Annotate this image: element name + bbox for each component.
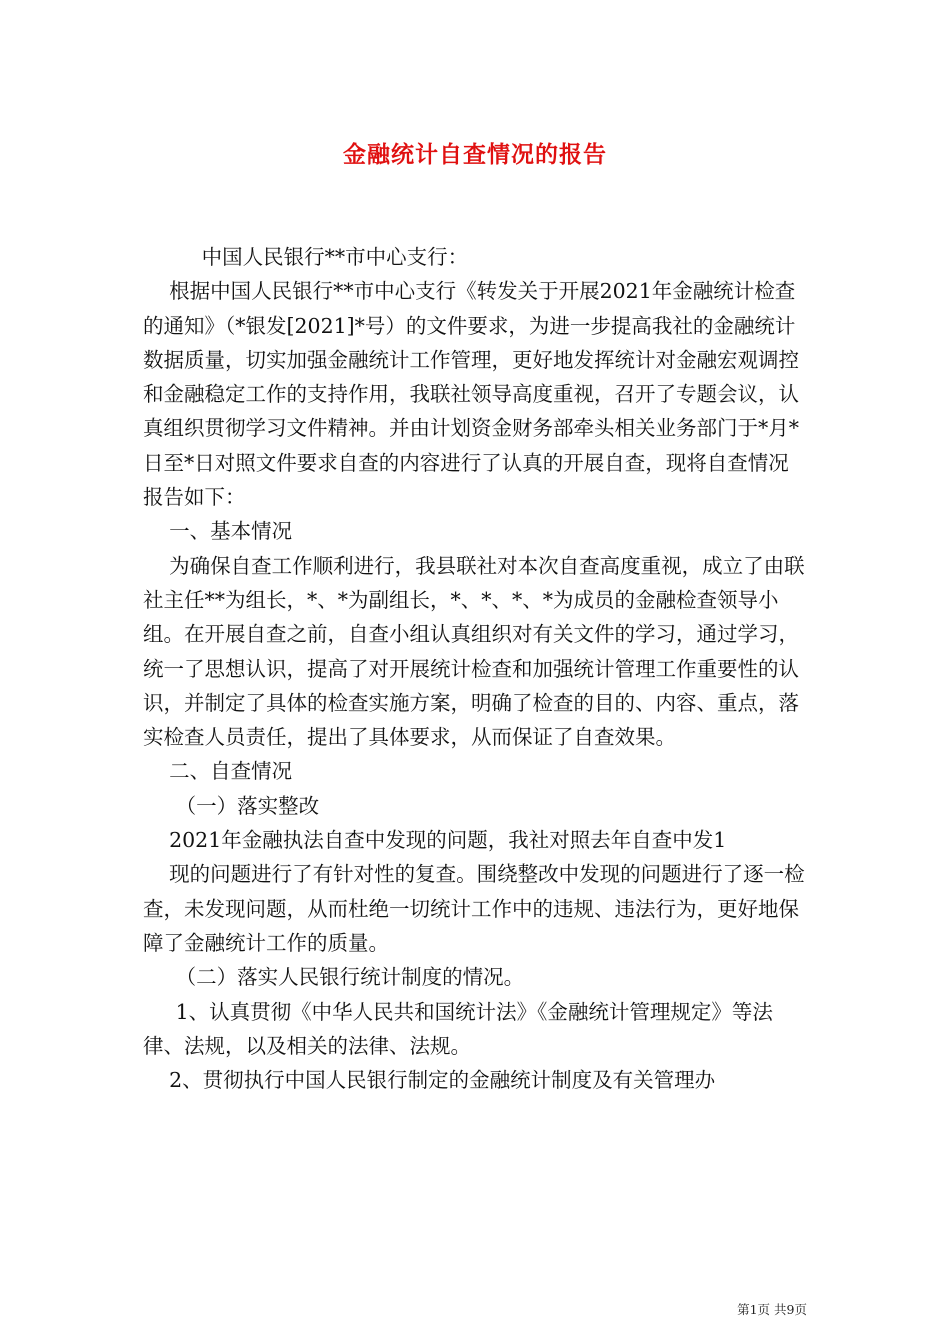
- subheading-rectification: （一）落实整改: [143, 793, 320, 818]
- document-title: 金融统计自查情况的报告: [343, 141, 607, 168]
- heading-basic-situation: 一、基本情况: [143, 519, 293, 544]
- document-body: [143, 240, 808, 1097]
- paragraph-salutation: 中国人民银行**市中心支行：: [143, 245, 469, 269]
- heading-self-check: 二、自查情况: [143, 759, 293, 784]
- paragraph-rectification-2: 现的问题进行了有针对性的复查。围绕整改中发现的问题进行了逐一检查，未发现问题，从而杜绝一切统计工作中的违规、违法行为，更好地保障了金融统计工作的质量。: [143, 862, 805, 955]
- paragraph-item-2: 2、贯彻执行中国人民银行制定的金融统计制度及有关管理办: [143, 1068, 716, 1093]
- subheading-pboc-system: （二）落实人民银行统计制度的情况。: [143, 965, 525, 990]
- page-number: 第1页 共9页: [737, 1302, 807, 1317]
- paragraph-rectification-1: 2021年金融执法自查中发现的问题，我社对照去年自查中发1: [143, 828, 727, 853]
- paragraph-basic-situation: 为确保自查工作顺利进行，我县联社对本次自查高度重视，成立了由联社主任**为组长，*、*为副组长，*、*、*、*为成员的金融检查领导小组。在开展自查之前，自查小组认真组织对有关文件的学习，通过学习，统一了思想认识，提高了对开展统计检查和加强统计管理工作重要性的认识，并制定了具体的检查实施方案，明确了检查的目的、内容、重点，落实检查人员责任，提出了具体要求，从而保证了自查效果。: [143, 553, 805, 750]
- paragraph-intro: 根据中国人民银行**市中心支行《转发关于开展2021年金融统计检查的通知》（*银发[2021]*号）的文件要求，为进一步提高我社的金融统计数据质量，切实加强金融统计工作管理，更好地发挥统计对金融宏观调控和金融稳定工作的支持作用，我联社领导高度重视，召开了专题会议，认真组织贯彻学习文件精神。并由计划资金财务部牵头相关业务部门于*月*日至*日对照文件要求自查的内容进行了认真的开展自查，现将自查情况报告如下：: [143, 279, 799, 510]
- paragraph-item-1: 1、认真贯彻《中华人民共和国统计法》《金融统计管理规定》等法律、法规，以及相关的法律、法规。: [143, 999, 773, 1058]
